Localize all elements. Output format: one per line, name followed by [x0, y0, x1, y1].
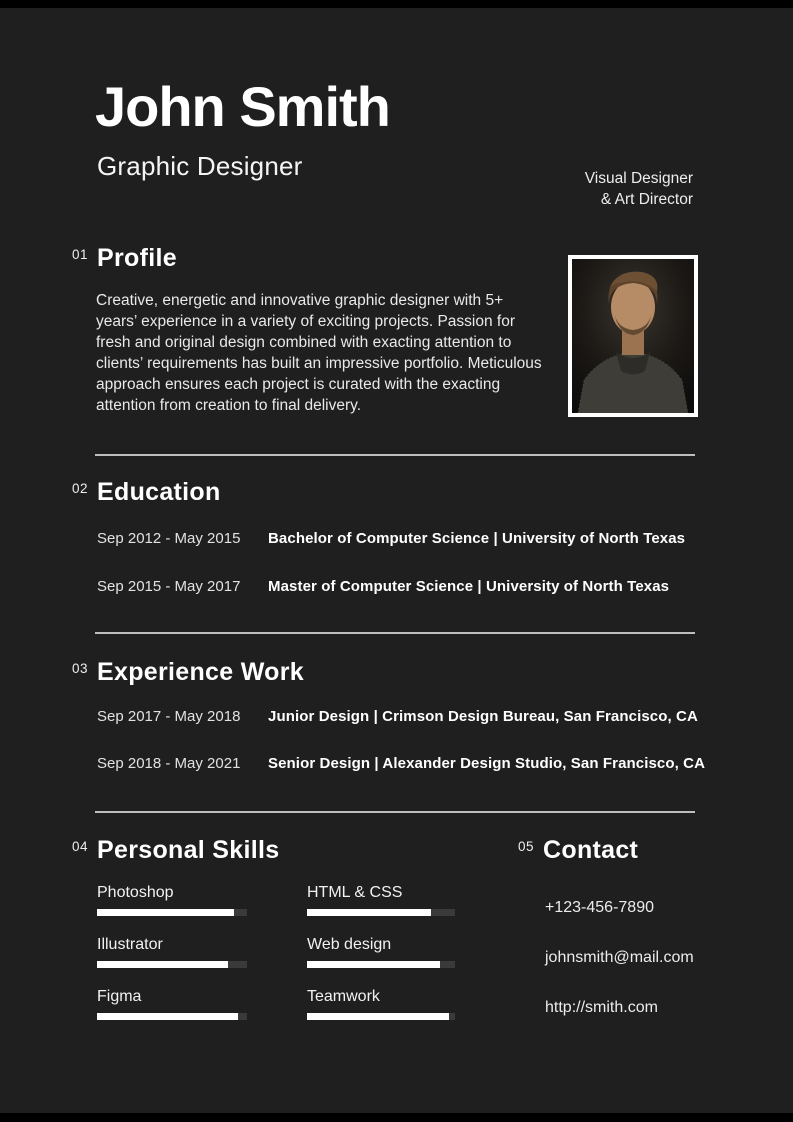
section-heading-profile	[72, 245, 177, 273]
education-period: Sep 2012 - May 2015	[97, 530, 241, 547]
section-number: 05	[518, 839, 535, 854]
skill-bar-fill	[97, 961, 228, 968]
skill-item	[97, 988, 247, 1020]
skill-item	[307, 884, 455, 916]
skill-bar-track	[307, 961, 455, 968]
experience-row	[97, 755, 737, 773]
skill-label: Teamwork	[307, 988, 380, 1005]
skill-label: Photoshop	[97, 884, 174, 901]
skill-bar-track	[97, 909, 247, 916]
education-row	[97, 578, 737, 596]
experience-detail: Senior Design | Alexander Design Studio, San Francisco, CA	[268, 755, 706, 772]
skill-label: Web design	[307, 936, 392, 953]
person-role: Graphic Designer	[97, 151, 303, 181]
section-title: Profile	[97, 244, 177, 272]
tagline-line-2: & Art Director	[600, 191, 693, 208]
skill-label: Figma	[97, 988, 142, 1005]
skill-bar-fill	[97, 1013, 238, 1020]
skill-bar-track	[307, 909, 455, 916]
section-title: Experience Work	[97, 658, 304, 686]
section-title: Education	[97, 478, 221, 506]
section-divider	[95, 811, 695, 813]
profile-summary: Creative, energetic and innovative graphic designer with 5+ years’ experience in a variety of exciting projects. Passion for fresh and original design combined with exacting attention to clients’ requirements has built an impressive portfolio. Meticulous approach ensures each project is curated with the exacting attention from creation to final delivery.	[96, 292, 542, 414]
skill-item	[97, 936, 247, 968]
skill-bar-fill	[307, 909, 431, 916]
section-number: 01	[72, 247, 89, 262]
section-heading-contact	[518, 837, 638, 865]
section-title: Personal Skills	[97, 836, 280, 864]
section-number: 02	[72, 481, 89, 496]
skill-bar-track	[307, 1013, 455, 1020]
skill-label: Illustrator	[97, 936, 163, 953]
profile-photo	[568, 255, 698, 417]
section-number: 04	[72, 839, 89, 854]
education-period: Sep 2015 - May 2017	[97, 578, 241, 595]
experience-period: Sep 2018 - May 2021	[97, 755, 241, 772]
education-detail: Bachelor of Computer Science | University of North Texas	[268, 530, 686, 547]
section-heading-experience	[72, 659, 304, 687]
skill-bar-fill	[307, 961, 440, 968]
tagline	[585, 168, 693, 210]
section-heading-skills	[72, 837, 279, 865]
experience-period: Sep 2017 - May 2018	[97, 708, 241, 725]
contact-website: http://smith.com	[545, 999, 658, 1016]
top-frame-bar	[0, 0, 793, 8]
section-number: 03	[72, 661, 89, 676]
skill-bar-track	[97, 1013, 247, 1020]
contact-phone: +123-456-7890	[545, 899, 654, 916]
skill-label: HTML & CSS	[307, 884, 403, 901]
skill-item	[307, 988, 455, 1020]
skill-bar-fill	[307, 1013, 449, 1020]
contact-email: johnsmith@mail.com	[545, 949, 694, 966]
education-row	[97, 530, 737, 548]
section-divider	[95, 454, 695, 456]
section-title: Contact	[543, 836, 639, 864]
bottom-frame-bar	[0, 1113, 793, 1122]
section-divider	[95, 632, 695, 634]
person-name: John Smith	[95, 75, 390, 138]
skill-item	[97, 884, 247, 916]
experience-detail: Junior Design | Crimson Design Bureau, San Francisco, CA	[268, 708, 698, 725]
tagline-line-1: Visual Designer	[584, 170, 693, 187]
education-detail: Master of Computer Science | University of North Texas	[268, 578, 670, 595]
skill-item	[307, 936, 455, 968]
section-heading-education	[72, 479, 221, 507]
portrait-illustration	[572, 259, 694, 413]
skill-bar-track	[97, 961, 247, 968]
experience-row	[97, 708, 737, 726]
skill-bar-fill	[97, 909, 234, 916]
